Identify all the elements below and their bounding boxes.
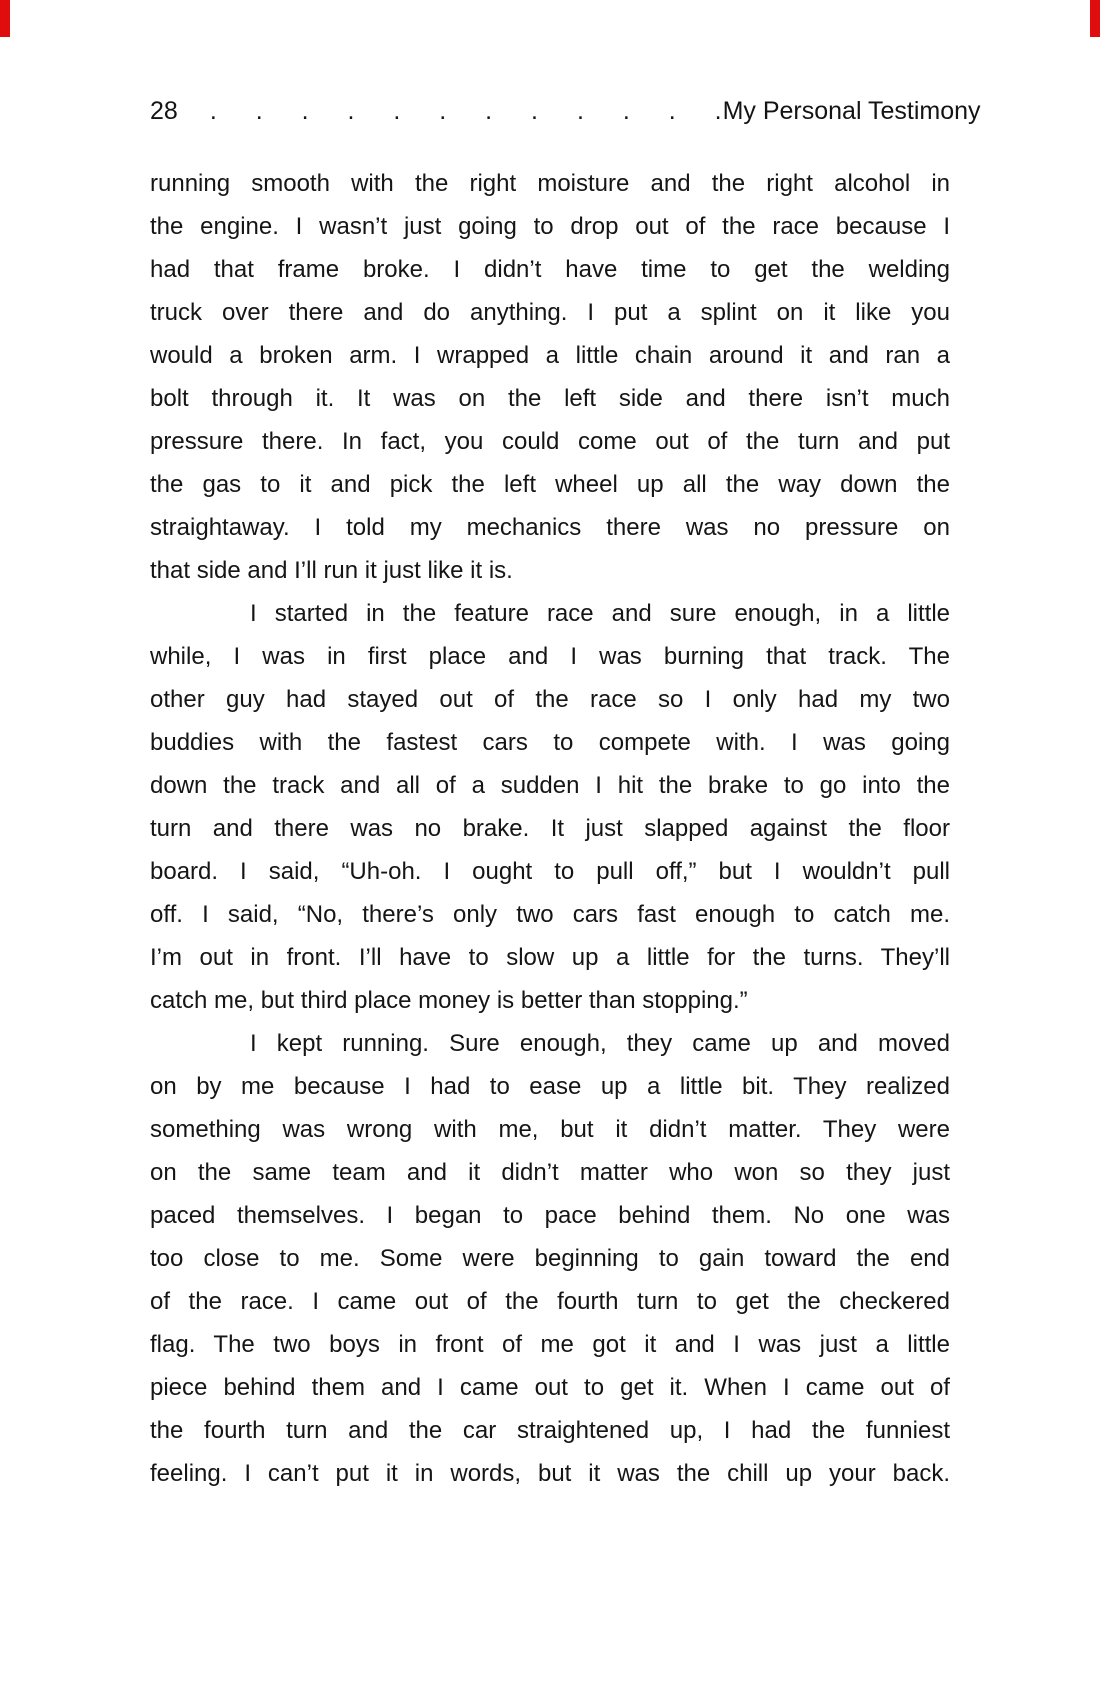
page-content <box>150 96 981 1495</box>
text-line: the fourth turn and the car straightened up, I had the funniest <box>150 1417 950 1444</box>
text-line: piece behind them and I came out to get it. When I came out of <box>150 1374 950 1401</box>
text-line: the gas to it and pick the left wheel up all the way down the <box>150 471 950 498</box>
text-line: would a broken arm. I wrapped a little chain around it and ran a <box>150 342 950 369</box>
text-line: on by me because I had to ease up a little bit. They realized <box>150 1073 950 1100</box>
text-line: turn and there was no brake. It just slapped against the floor <box>150 815 950 842</box>
text-line: straightaway. I told my mechanics there was no pressure on <box>150 514 950 541</box>
text-line: buddies with the fastest cars to compete with. I was going <box>150 729 950 756</box>
text-line: board. I said, “Uh-oh. I ought to pull off,” but I wouldn’t pull <box>150 858 950 885</box>
text-line: other guy had stayed out of the race so I only had my two <box>150 686 950 713</box>
text-line: off. I said, “No, there’s only two cars fast enough to catch me. <box>150 901 950 928</box>
red-corner-mark-left <box>0 0 10 37</box>
text-line: pressure there. In fact, you could come out of the turn and put <box>150 428 950 455</box>
page-header <box>150 96 981 126</box>
text-line: I started in the feature race and sure enough, in a little <box>250 600 950 627</box>
text-line: down the track and all of a sudden I hit the brake to go into the <box>150 772 950 799</box>
text-line: on the same team and it didn’t matter who won so they just <box>150 1159 950 1186</box>
text-block <box>150 162 950 1495</box>
page-title: My Personal Testimony <box>722 97 981 125</box>
text-line: flag. The two boys in front of me got it and I was just a little <box>150 1331 950 1358</box>
text-line: while, I was in first place and I was burning that track. The <box>150 643 950 670</box>
text-line: catch me, but third place money is better than stopping.” <box>150 987 748 1014</box>
text-line: the engine. I wasn’t just going to drop out of the race because I <box>150 213 950 240</box>
text-line: something was wrong with me, but it didn’t matter. They were <box>150 1116 950 1143</box>
red-corner-mark-right <box>1090 0 1100 37</box>
text-line: I kept running. Sure enough, they came up and moved <box>250 1030 950 1057</box>
text-line: paced themselves. I began to pace behind them. No one was <box>150 1202 950 1229</box>
text-line: feeling. I can’t put it in words, but it was the chill up your back. <box>150 1460 950 1487</box>
page-number: 28 <box>150 97 178 125</box>
text-line: truck over there and do anything. I put a splint on it like you <box>150 299 950 326</box>
text-line: bolt through it. It was on the left side and there isn’t much <box>150 385 950 412</box>
leader-dots: . . . . . . . . . . . . <box>209 97 723 125</box>
text-line: I’m out in front. I’ll have to slow up a little for the turns. They’ll <box>150 944 950 971</box>
text-line: had that frame broke. I didn’t have time to get the welding <box>150 256 950 283</box>
text-line: too close to me. Some were beginning to gain toward the end <box>150 1245 950 1272</box>
text-line: that side and I’ll run it just like it is. <box>150 557 513 584</box>
text-line: running smooth with the right moisture and the right alcohol in <box>150 170 950 197</box>
text-line: of the race. I came out of the fourth turn to get the checkered <box>150 1288 950 1315</box>
